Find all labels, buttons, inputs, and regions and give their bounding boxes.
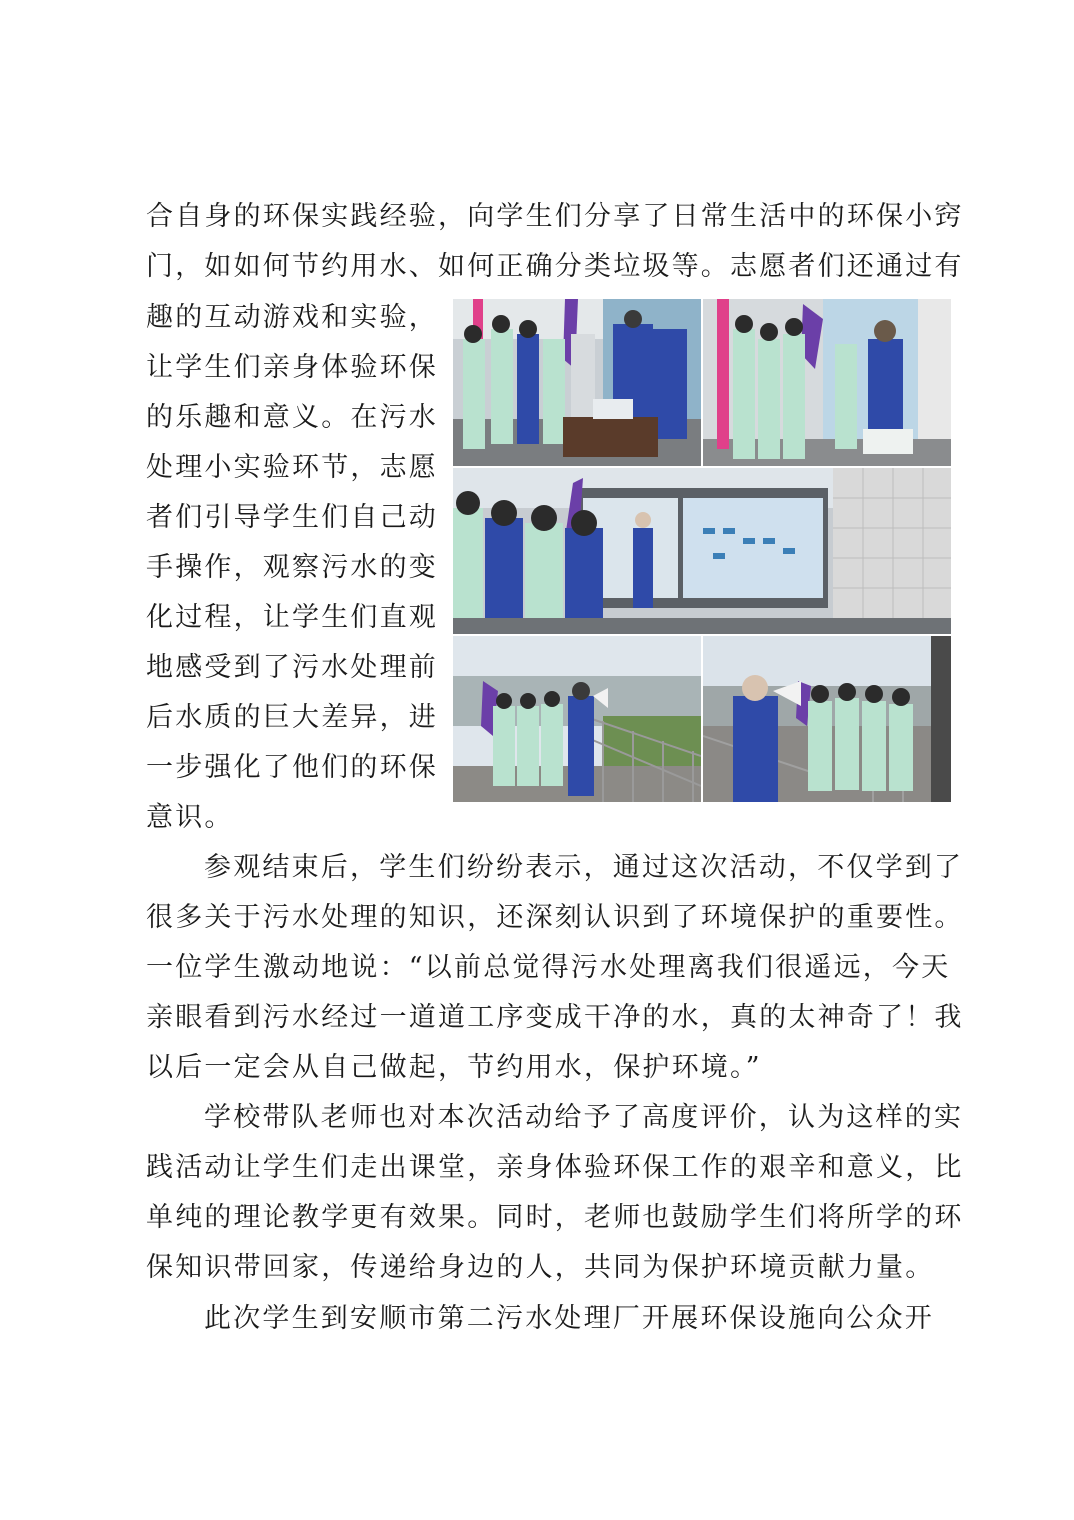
photo-water-experiment-table [453,299,701,466]
text-line: 以后一定会从自己做起，节约用水，保护环境。” [146,1052,762,1083]
text-line: 趣的互动游戏和实验， [146,302,438,333]
text-line: 者们引导学生们自己动 [146,502,438,533]
text-line: 保知识带回家，传递给身边的人，共同为保护环境贡献力量。 [146,1252,935,1283]
photo-collage [453,299,951,802]
text-line: 此次学生到安顺市第二污水处理厂开展环保设施向公众开 [204,1303,934,1334]
paragraph-1-wrapped [146,293,446,843]
text-line: 参观结束后，学生们纷纷表示，通过这次活动，不仅学到了 [204,852,964,883]
photo-volunteer-at-board [453,468,951,634]
paragraph-1-top [146,192,964,292]
photo-walkway-tour [453,636,701,802]
text-line: 单纯的理论教学更有效果。同时，老师也鼓励学生们将所学的环 [146,1202,964,1233]
text-line: 后水质的巨大差异，进 [146,702,438,733]
text-line: 地感受到了污水处理前 [146,652,438,683]
paragraph-3 [146,1093,964,1293]
text-line: 合自身的环保实践经验，向学生们分享了日常生活中的环保小窍 [146,201,964,232]
text-line: 意识。 [146,802,234,833]
paragraph-4 [146,1294,946,1344]
text-line: 亲眼看到污水经过一道道工序变成干净的水，真的太神奇了！我 [146,1002,964,1033]
photo-students-with-volunteer [703,299,951,466]
text-line: 一位学生激动地说：“以前总觉得污水处理离我们很遥远，今天 [146,952,951,983]
text-line: 处理小实验环节，志愿 [146,452,438,483]
text-line: 让学生们亲身体验环保 [146,352,438,383]
text-line: 践活动让学生们走出课堂，亲身体验环保工作的艰辛和意义，比 [146,1152,964,1183]
text-line: 很多关于污水处理的知识，还深刻认识到了环境保护的重要性。 [146,902,964,933]
text-line: 一步强化了他们的环保 [146,752,438,783]
text-line: 门，如如何节约用水、如何正确分类垃圾等。志愿者们还通过有 [146,251,964,282]
photo-megaphone-explanation [703,636,951,802]
paragraph-2 [146,843,964,1093]
text-line: 的乐趣和意义。在污水 [146,402,438,433]
text-line: 学校带队老师也对本次活动给予了高度评价，认为这样的实 [204,1102,964,1133]
text-line: 化过程，让学生们直观 [146,602,438,633]
text-line: 手操作，观察污水的变 [146,552,438,583]
